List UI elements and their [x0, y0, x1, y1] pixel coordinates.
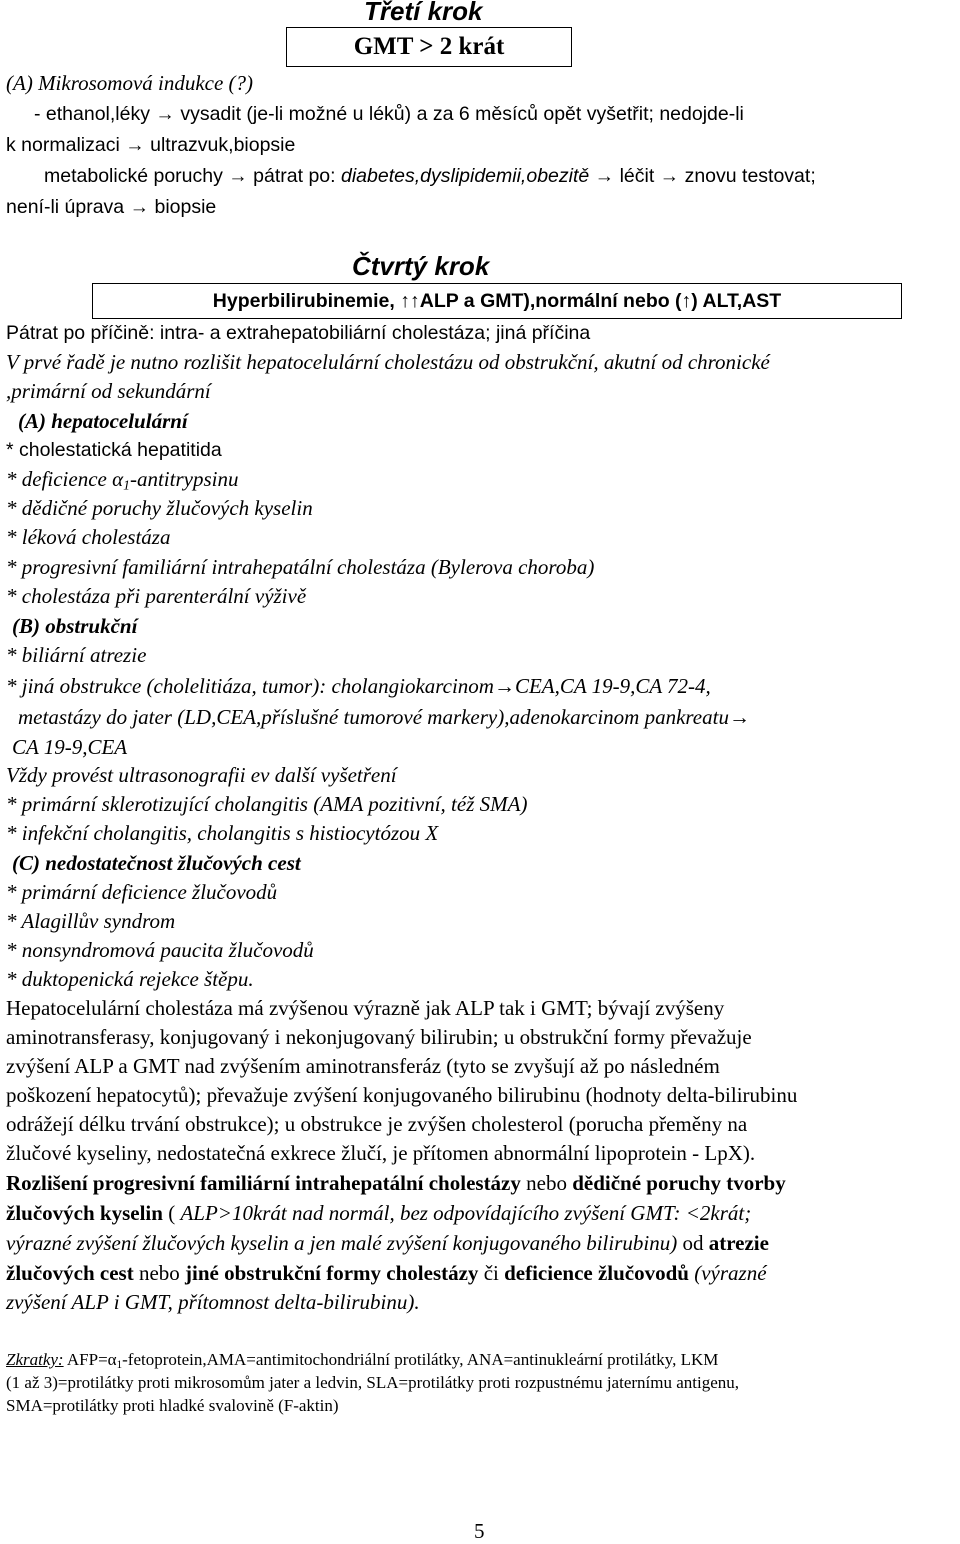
p2-text-5: či: [478, 1261, 505, 1285]
p2-bold-1: Rozlišení progresivní familiární intrahepatální cholestázy: [6, 1171, 521, 1195]
section-a-item-1: * cholestatická hepatitida: [6, 439, 222, 461]
p2-bold-4: atrezie: [708, 1231, 769, 1255]
section-a-item-4: * léková cholestáza: [6, 525, 171, 549]
step4-box: [92, 283, 902, 319]
section-b-item-2: * jiná obstrukce (cholelitiáza, tumor): cholangiokarcinom→CEA,CA 19-9,CA 72-4,: [6, 674, 711, 698]
page-number: 5: [474, 1519, 485, 1543]
section-c-heading: (C) nedostatečnost žlučových cest: [12, 851, 301, 875]
p2-bold-2: dědičné poruchy tvorby: [572, 1171, 786, 1195]
step3-title: Třetí krok: [364, 0, 483, 26]
section-c-item-2: * Alagillův syndrom: [6, 909, 176, 933]
p2-text-3: od: [677, 1231, 709, 1255]
section-a-item-3: * dědičné poruchy žlučových kyselin: [6, 496, 313, 520]
p2-italic-1: ALP>10krát nad normál, bez odpovídajícího zvýšení GMT: <2krát;: [180, 1201, 752, 1225]
section-a-item-2a: * deficience α: [6, 467, 124, 491]
step4-title: Čtvrtý krok: [352, 251, 490, 281]
section-b-heading: (B) obstrukční: [12, 614, 138, 638]
p2-text-4: nebo: [133, 1261, 186, 1285]
paragraph-1-line-2: aminotransferasy, konjugovaný i nekonjugovaný bilirubin; u obstrukční formy převažuje: [6, 1025, 752, 1049]
abbrev-1b: -fetoprotein,AMA=antimitochondriální protilátky, ANA=antinukleární protilátky, LKM: [122, 1350, 719, 1369]
paragraph-2-line-3: [6, 1230, 769, 1256]
paragraph-1-line-1: Hepatocelulární cholestáza má zvýšenou výrazně jak ALP tak i GMT; bývají zvýšeny: [6, 996, 725, 1020]
step4-line-1: Pátrat po příčině: intra- a extrahepatobiliární cholestáza; jiná příčina: [6, 322, 591, 344]
step3-line-3a: metabolické poruchy → pátrat po:: [44, 165, 341, 187]
p2-bold-7: deficience žlučovodů: [504, 1261, 689, 1285]
step3-line-3: [44, 163, 816, 189]
abbrev-line-1: [6, 1349, 718, 1371]
step4-line-2: V prvé řadě je nutno rozlišit hepatocelulární cholestázu od obstrukční, akutní od chronické: [6, 350, 770, 374]
step3-box: [286, 27, 572, 67]
paragraph-1-line-4: poškození hepatocytů); převažuje zvýšení konjugovaného bilirubinu (hodnoty delta-bilirubinu: [6, 1083, 798, 1107]
abbrev-line-2: (1 až 3)=protilátky proti mikrosomům jater a ledvin, SLA=protilátky proti rozpustnému jaternímu antigenu,: [6, 1373, 740, 1392]
section-c-item-3: * nonsyndromová paucita žlučovodů: [6, 938, 314, 962]
p2-bold-5: žlučových cest: [6, 1261, 134, 1285]
p2-italic-2: výrazné zvýšení žlučových kyselin a jen malé zvýšení konjugovaného bilirubinu): [6, 1231, 678, 1255]
step4-line-3: ,primární od sekundární: [6, 379, 211, 403]
p2-italic-3: (výrazné: [688, 1261, 767, 1285]
paragraph-1-line-3: zvýšení ALP a GMT nad zvýšením aminotransferáz (tyto se zvyšují až po následném: [6, 1054, 720, 1078]
section-a-item-2b: -antitrypsinu: [129, 467, 239, 491]
abbrev-label: Zkratky:: [6, 1350, 64, 1369]
section-b-item-4: CA 19-9,CEA: [12, 735, 128, 759]
paragraph-1-line-6: žlučové kyseliny, nedostatečná exkrece žlučí, je přítomen abnormální lipoprotein - LpX).: [6, 1141, 756, 1165]
p2-text-2: (: [162, 1201, 181, 1225]
step4-box-text: Hyperbilirubinemie, ↑↑ALP a GMT),normální nebo (↑) ALT,AST: [212, 290, 782, 312]
p2-text-1: nebo: [520, 1171, 573, 1195]
step3-a-heading: (A) Mikrosomová indukce (?): [6, 71, 254, 95]
section-b-item-3: metastázy do jater (LD,CEA,příslušné tumorové markery),adenokarcinom pankreatu→: [18, 705, 750, 729]
abbrev-line-3: SMA=protilátky proti hladké svalovině (F-aktin): [6, 1396, 339, 1415]
paragraph-2-line-2: [6, 1200, 751, 1226]
paragraph-2-line-5: zvýšení ALP i GMT, přítomnost delta-bilirubinu).: [6, 1290, 420, 1314]
abbrev-sub: 1: [116, 1358, 123, 1371]
step3-line-3b: diabetes,dyslipidemii,obezitě: [341, 165, 590, 187]
paragraph-1-line-5: odrážejí délku trvání obstrukce); u obstrukce je zvýšen cholesterol (porucha přeměny na: [6, 1112, 748, 1136]
paragraph-2-line-4: [6, 1260, 767, 1286]
step3-line-1: - ethanol,léky → vysadit (je-li možné u léků) a za 6 měsíců opět vyšetřit; nedojde-li: [34, 103, 744, 125]
p2-bold-3: žlučových kyselin: [6, 1201, 163, 1225]
section-a-heading: (A) hepatocelulární: [18, 409, 188, 433]
step3-line-3c: → léčit → znovu testovat;: [589, 165, 816, 187]
section-b-item-7: * infekční cholangitis, cholangitis s histiocytózou X: [6, 821, 439, 845]
section-a-item-2: [6, 466, 238, 492]
step3-line-2: k normalizaci → ultrazvuk,biopsie: [6, 134, 296, 156]
step3-line-4: není-li úprava → biopsie: [6, 196, 217, 218]
paragraph-2-line-1: [6, 1170, 786, 1196]
section-b-item-6: * primární sklerotizující cholangitis (AMA pozitivní, též SMA): [6, 792, 528, 816]
section-b-item-1: * biliární atrezie: [6, 643, 147, 667]
section-c-item-4: * duktopenická rejekce štěpu.: [6, 967, 254, 991]
section-c-item-1: * primární deficience žlučovodů: [6, 880, 278, 904]
section-a-item-5: * progresivní familiární intrahepatální cholestáza (Bylerova choroba): [6, 555, 595, 579]
step3-box-text: GMT > 2 krát: [353, 33, 505, 60]
abbrev-1a: AFP=α: [63, 1350, 117, 1369]
section-a-item-2-sub: 1: [123, 477, 130, 493]
section-b-item-5: Vždy provést ultrasonografii ev další vyšetření: [6, 763, 397, 787]
section-a-item-6: * cholestáza při parenterální výživě: [6, 584, 307, 608]
p2-bold-6: jiné obstrukční formy cholestázy: [185, 1261, 479, 1285]
